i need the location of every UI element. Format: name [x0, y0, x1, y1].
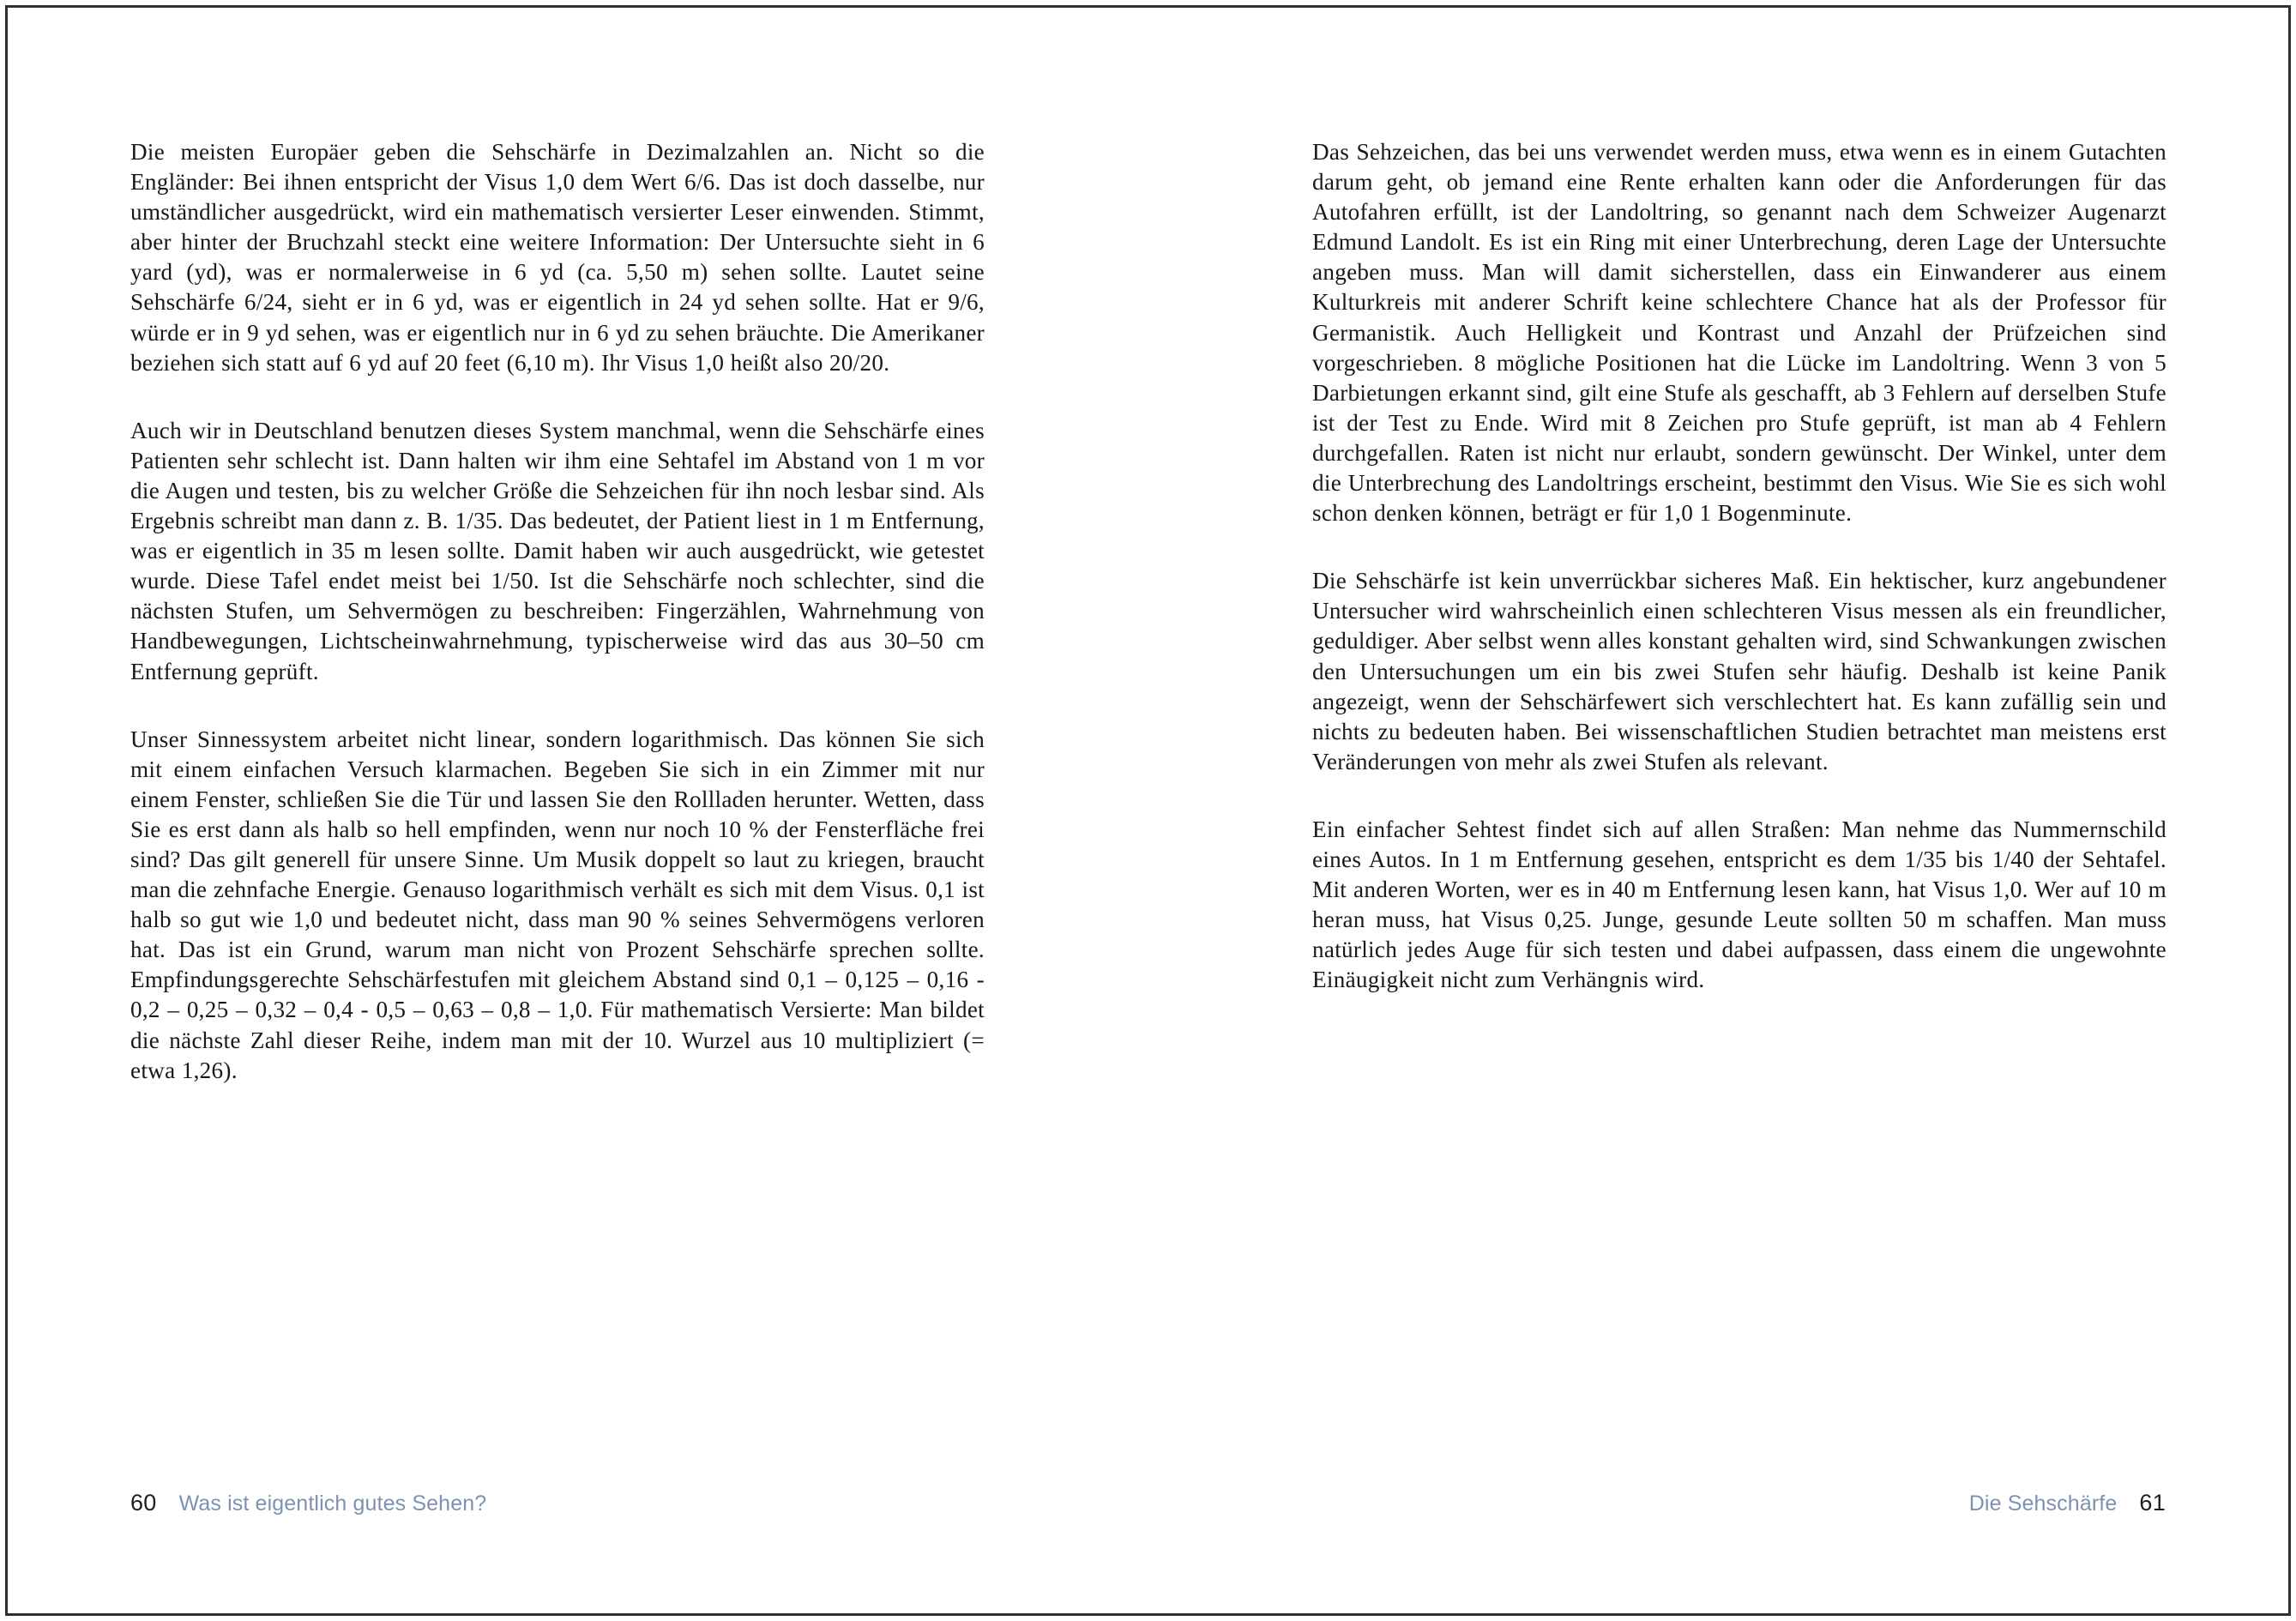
- paragraph: Die meisten Europäer geben die Sehschärfe in Dezimalzahlen an. Nicht so die Engländer: Bei ihnen entspricht der Visus 1,0 dem Wert 6/6. Das ist doch dasselbe, nur umständlicher ausgedrückt, wird ein mathematisch versierter Leser einwenden. Stimmt, aber hinter der Bruchzahl steckt eine weitere Information: Der Untersuchte sieht in 6 yard (yd), was er normalerweise in 6 yd (ca. 5,50 m) sehen sollte. Lautet seine Sehschärfe 6/24, sieht er in 6 yd, was er eigentlich in 24 yd sehen sollte. Hat er 9/6, würde er in 9 yd sehen, was er eigentlich nur in 6 yd zu sehen bräuchte. Die Amerikaner beziehen sich statt auf 6 yd auf 20 feet (6,10 m). Ihr Visus 1,0 heißt also 20/20.: [130, 139, 985, 376]
- right-page-running-head: Die Sehschärfe: [1968, 1491, 2118, 1516]
- paragraph: Die Sehschärfe ist kein unverrückbar sicheres Maß. Ein hektischer, kurz angebundener Untersucher wird wahrscheinlich einen schlechteren Visus messen als ein freundlicher, geduldiger. Aber selbst wenn alles konstant gehalten wird, sind Schwankungen zwischen den Untersuchungen um ein bis zwei Stufen sehr häufig. Deshalb ist keine Panik angezeigt, wenn der Sehschärfewert sich verschlechtert hat. Es kann zufällig sein und nichts zu bedeuten haben. Bei wissenschaftlichen Studien betrachtet man meistens erst Veränderungen von mehr als zwei Stufen als relevant.: [1312, 568, 2166, 774]
- left-page-running-head: Was ist eigentlich gutes Sehen?: [178, 1491, 487, 1516]
- left-page-running-foot: [130, 1490, 486, 1516]
- left-page-folio: 60: [130, 1490, 157, 1516]
- paragraph: Unser Sinnessystem arbeitet nicht linear, sondern logarithmisch. Das können Sie sich mit einem einfachen Versuch klarmachen. Begeben Sie sich in ein Zimmer mit nur einem Fenster, schließen Sie die Tür und lassen Sie den Rollladen herunter. Wetten, dass Sie es erst dann als halb so hell empfinden, wenn nur noch 10 % der Fensterfläche frei sind? Das gilt generell für unsere Sinne. Um Musik doppelt so laut zu kriegen, braucht man die zehnfache Energie. Genauso logarithmisch verhält es sich mit dem Visus. 0,1 ist halb so gut wie 1,0 und bedeutet nicht, dass man 90 % seines Sehvermögens verloren hat. Das ist ein Grund, warum man nicht von Prozent Sehschärfe sprechen sollte. Empfindungsgerechte Sehschärfestufen mit gleichem Abstand sind 0,1 – 0,125 – 0,16 - 0,2 – 0,25 – 0,32 – 0,4 - 0,5 – 0,63 – 0,8 – 1,0. Für mathematisch Versierte: Man bildet die nächste Zahl dieser Reihe, indem man mit der 10. Wurzel aus 10 multipliziert (= etwa 1,26).: [130, 726, 985, 1083]
- left-page-text-column: [130, 137, 985, 1086]
- paragraph: Ein einfacher Sehtest findet sich auf allen Straßen: Man nehme das Nummernschild eines Autos. In 1 m Entfernung gesehen, entspricht es dem 1/35 bis 1/40 der Sehtafel. Mit anderen Worten, wer es in 40 m Entfernung lesen kann, hat Visus 1,0. Wer auf 10 m heran muss, hat Visus 0,25. Junge, gesunde Leute sollten 50 m schaffen. Man muss natürlich jedes Auge für sich testen und dabei aufpassen, dass einem die ungewohnte Einäugigkeit nicht zum Verhängnis wird.: [1312, 816, 2166, 993]
- paragraph: Auch wir in Deutschland benutzen dieses System manchmal, wenn die Sehschärfe eines Patienten sehr schlecht ist. Dann halten wir ihm eine Sehtafel im Abstand von 1 m vor die Augen und testen, bis zu welcher Größe die Sehzeichen für ihn noch lesbar sind. Als Ergebnis schreibt man dann z. B. 1/35. Das bedeutet, der Patient liest in 1 m Entfernung, was er eigentlich in 35 m lesen sollte. Damit haben wir auch ausgedrückt, wie getestet wurde. Diese Tafel endet meist bei 1/50. Ist die Sehschärfe noch schlechter, sind die nächsten Stufen, um Sehvermögen zu beschreiben: Fingerzählen, Wahrnehmung von Handbewegungen, Lichtscheinwahrnehmung, typischerweise wird das aus 30–50 cm Entfernung geprüft.: [130, 417, 985, 684]
- right-page-running-foot: [1969, 1490, 2166, 1516]
- right-page-text-column: [1312, 137, 2166, 995]
- right-page-folio: 61: [2139, 1490, 2166, 1516]
- paragraph: Das Sehzeichen, das bei uns verwendet werden muss, etwa wenn es in einem Gutachten darum geht, ob jemand eine Rente erhalten kann oder die Anforderungen für das Autofahren erfüllt, ist der Landoltring, so genannt nach dem Schweizer Augenarzt Edmund Landolt. Es ist ein Ring mit einer Unterbrechung, deren Lage der Untersuchte angeben muss. Man will damit sicherstellen, dass ein Einwanderer aus einem Kulturkreis mit anderer Schrift keine schlechtere Chance hat als der Professor für Germanistik. Auch Helligkeit und Kontrast und Anzahl der Prüfzeichen sind vorgeschrieben. 8 mögliche Positionen hat die Lücke im Landoltring. Wenn 3 von 5 Darbietungen erkannt sind, gilt eine Stufe als geschafft, ab 3 Fehlern auf derselben Stufe ist der Test zu Ende. Wird mit 8 Zeichen pro Stufe geprüft, ist man ab 4 Fehlern durchgefallen. Raten ist nicht nur erlaubt, sondern gewünscht. Der Winkel, unter dem die Unterbrechung des Landoltrings erscheint, bestimmt den Visus. Wie Sie es sich wohl schon denken können, beträgt er für 1,0 1 Bogenminute.: [1312, 139, 2166, 527]
